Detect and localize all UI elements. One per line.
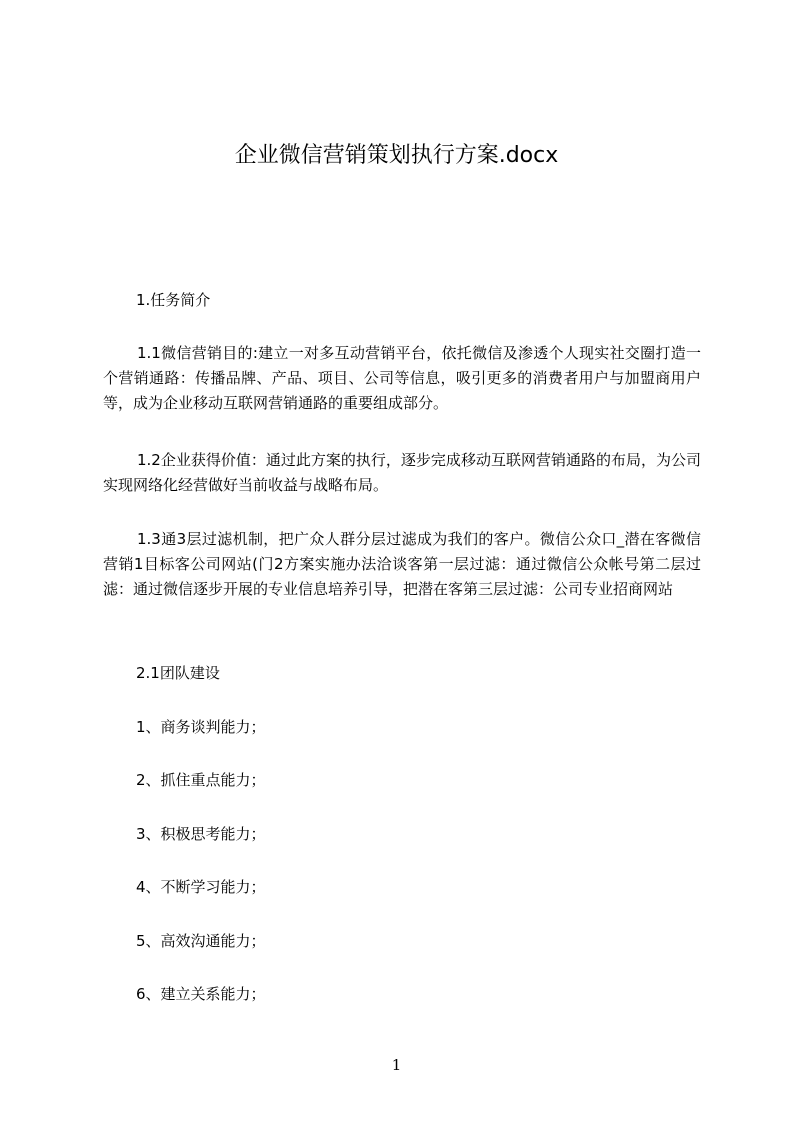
- list-item: 1、商务谈判能力；: [136, 718, 266, 736]
- document-title: 企业微信营销策划执行方案.docx: [234, 143, 559, 168]
- list-item: 3、积极思考能力；: [136, 825, 266, 843]
- section-heading-team-building: 2.1团队建设: [136, 664, 220, 682]
- paragraph-filter-mechanism: 1.3通3层过滤机制，把广众人群分层过滤成为我们的客户。微信公众口_潜在客微信营销1目标客公司网站(门2方案实施办法洽谈客第一层过滤：通过微信公众帐号第二层过滤：通过微信逐步开展的专业信息培养引导，把潜在客第三层过滤：公司专业招商网站: [103, 530, 701, 598]
- paragraph-enterprise-value: 1.2企业获得价值：通过此方案的执行，逐步完成移动互联网营销通路的布局，为公司实现网络化经营做好当前收益与战略布局。: [103, 451, 701, 494]
- paragraph-marketing-goal: 1.1微信营销目的:建立一对多互动营销平台，依托微信及渗透个人现实社交圈打造一个营销通路：传播品牌、产品、项目、公司等信息，吸引更多的消费者用户与加盟商用户等，成为企业移动互联网营销通路的重要组成部分。: [103, 344, 701, 412]
- page-number: 1: [391, 1056, 402, 1074]
- list-item: 6、建立关系能力；: [136, 985, 266, 1003]
- list-item: 5、高效沟通能力；: [136, 932, 266, 950]
- list-item: 2、抓住重点能力；: [136, 771, 266, 789]
- list-item: 4、不断学习能力；: [136, 878, 266, 896]
- section-heading-task-intro: 1.任务简介: [136, 291, 211, 309]
